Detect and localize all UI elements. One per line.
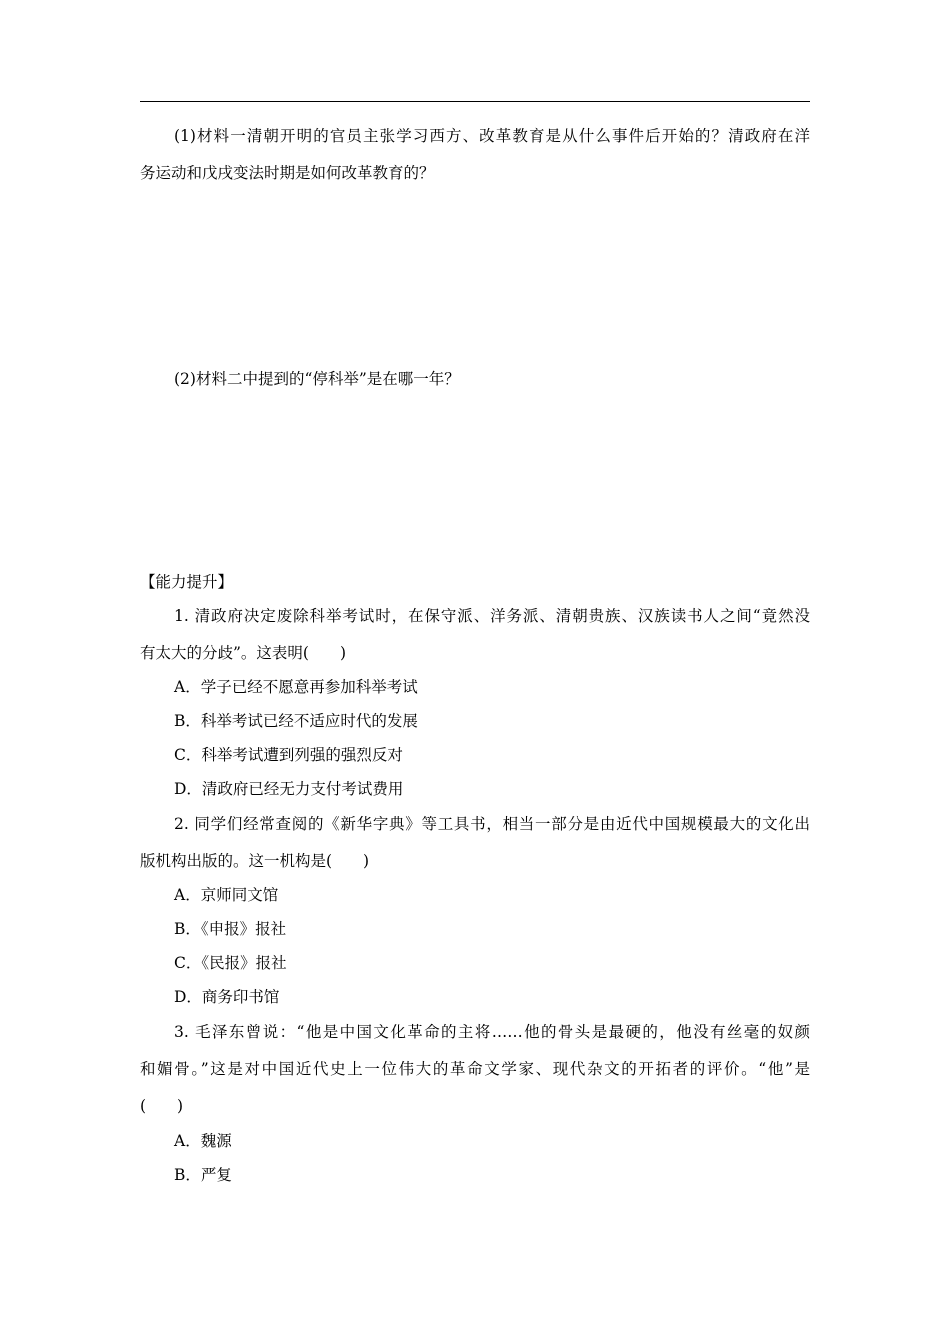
mcq2-stem-line1: 2. 同学们经常查阅的《新华字典》等工具书，相当一部分是由近代中国规模最大的文化出	[174, 815, 810, 833]
section-header: 【能力提升】	[140, 573, 234, 591]
mcq1-stem-line1: 1. 清政府决定废除科举考试时，在保守派、洋务派、清朝贵族、汉族读书人之间“竟然没	[174, 607, 810, 625]
header-rule	[140, 101, 810, 102]
mcq2-option-a: A．京师同文馆	[174, 886, 279, 904]
q1-text-line2: 务运动和戊戌变法时期是如何改革教育的？	[140, 164, 435, 182]
mcq2-option-c: C．《民报》报社	[174, 954, 287, 972]
mcq3-option-b: B．严复	[174, 1166, 232, 1184]
mcq1-stem-line2: 有太大的分歧”。这表明( )	[140, 644, 347, 662]
mcq1-option-a: A．学子已经不愿意再参加科举考试	[174, 678, 418, 696]
mcq2-option-b: B．《申报》报社	[174, 920, 287, 938]
mcq3-stem-line2: 和媚骨。”这是对中国近代史上一位伟大的革命文学家、现代杂文的开拓者的评价。“他”是	[140, 1060, 810, 1078]
mcq3-stem-line1: 3. 毛泽东曾说：“他是中国文化革命的主将……他的骨头是最硬的，他没有丝毫的奴颜	[174, 1023, 810, 1041]
mcq2-option-d: D．商务印书馆	[174, 988, 280, 1006]
mcq1-option-c: C．科举考试遭到列强的强烈反对	[174, 746, 403, 764]
q2-text: (2)材料二中提到的“停科举”是在哪一年？	[174, 370, 460, 388]
mcq1-option-b: B．科举考试已经不适应时代的发展	[174, 712, 418, 730]
mcq2-stem-line2: 版机构出版的。这一机构是( )	[140, 852, 370, 870]
mcq3-option-a: A．魏源	[174, 1132, 232, 1150]
q1-text-line1: (1)材料一清朝开明的官员主张学习西方、改革教育是从什么事件后开始的？清政府在洋	[174, 127, 810, 145]
mcq3-stem-line3: ( )	[140, 1097, 184, 1115]
mcq1-option-d: D．清政府已经无力支付考试费用	[174, 780, 404, 798]
